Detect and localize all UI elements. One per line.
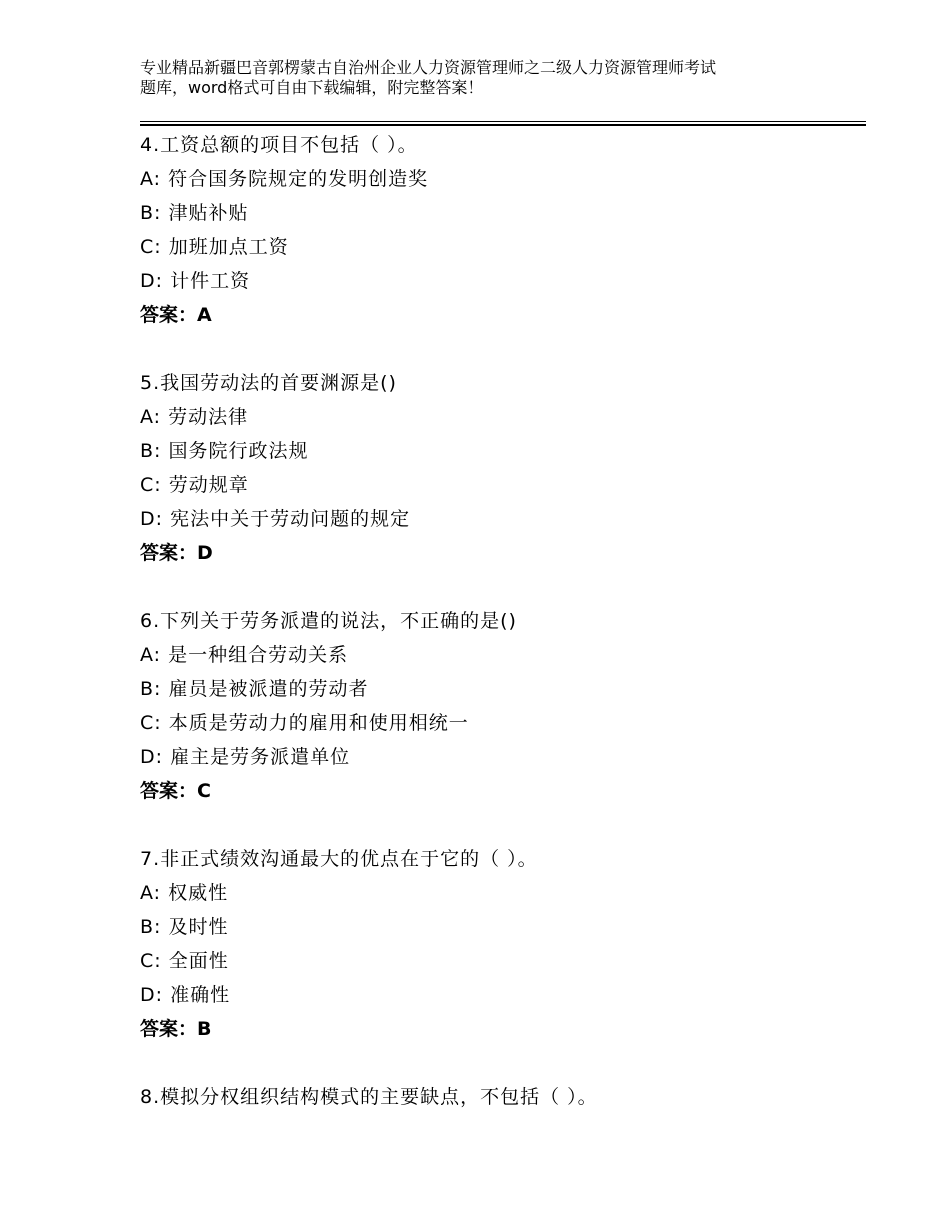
option-b: B: 雇员是被派遣的劳动者 (140, 678, 369, 700)
answer: 答案：A (140, 304, 212, 326)
option-d: D: 雇主是劳务派遣单位 (140, 746, 351, 768)
question-5 (140, 366, 860, 570)
option-b: B: 及时性 (140, 916, 229, 938)
question-7 (140, 842, 860, 1046)
option-a: A: 劳动法律 (140, 406, 249, 428)
question-stem: 8.模拟分权组织结构模式的主要缺点，不包括（ ）。 (140, 1086, 598, 1108)
question-stem: 6.下列关于劳务派遣的说法，不正确的是() (140, 610, 517, 632)
option-a: A: 是一种组合劳动关系 (140, 644, 349, 666)
question-stem: 4.工资总额的项目不包括（ ）。 (140, 134, 418, 156)
answer: 答案：B (140, 1018, 212, 1040)
header-rule-thick (140, 124, 866, 126)
question-stem: 7.非正式绩效沟通最大的优点在于它的（ ）。 (140, 848, 538, 870)
option-b: B: 津贴补贴 (140, 202, 249, 224)
option-c: C: 加班加点工资 (140, 236, 289, 258)
option-b: B: 国务院行政法规 (140, 440, 309, 462)
question-list (140, 128, 860, 1148)
answer: 答案：C (140, 780, 211, 802)
question-8 (140, 1080, 860, 1114)
option-c: C: 全面性 (140, 950, 229, 972)
option-c: C: 劳动规章 (140, 474, 249, 496)
header-line-2: 题库，word格式可自由下载编辑，附完整答案！ (140, 78, 484, 97)
question-4 (140, 128, 860, 332)
option-a: A: 符合国务院规定的发明创造奖 (140, 168, 429, 190)
header-rule-thin (140, 121, 866, 122)
document-header (140, 58, 840, 98)
question-6 (140, 604, 860, 808)
answer: 答案：D (140, 542, 213, 564)
question-stem: 5.我国劳动法的首要渊源是() (140, 372, 397, 394)
option-d: D: 计件工资 (140, 270, 251, 292)
header-line-1: 专业精品新疆巴音郭楞蒙古自治州企业人力资源管理师之二级人力资源管理师考试 (140, 58, 717, 77)
option-d: D: 宪法中关于劳动问题的规定 (140, 508, 411, 530)
option-c: C: 本质是劳动力的雇用和使用相统一 (140, 712, 469, 734)
option-a: A: 权威性 (140, 882, 229, 904)
option-d: D: 准确性 (140, 984, 231, 1006)
